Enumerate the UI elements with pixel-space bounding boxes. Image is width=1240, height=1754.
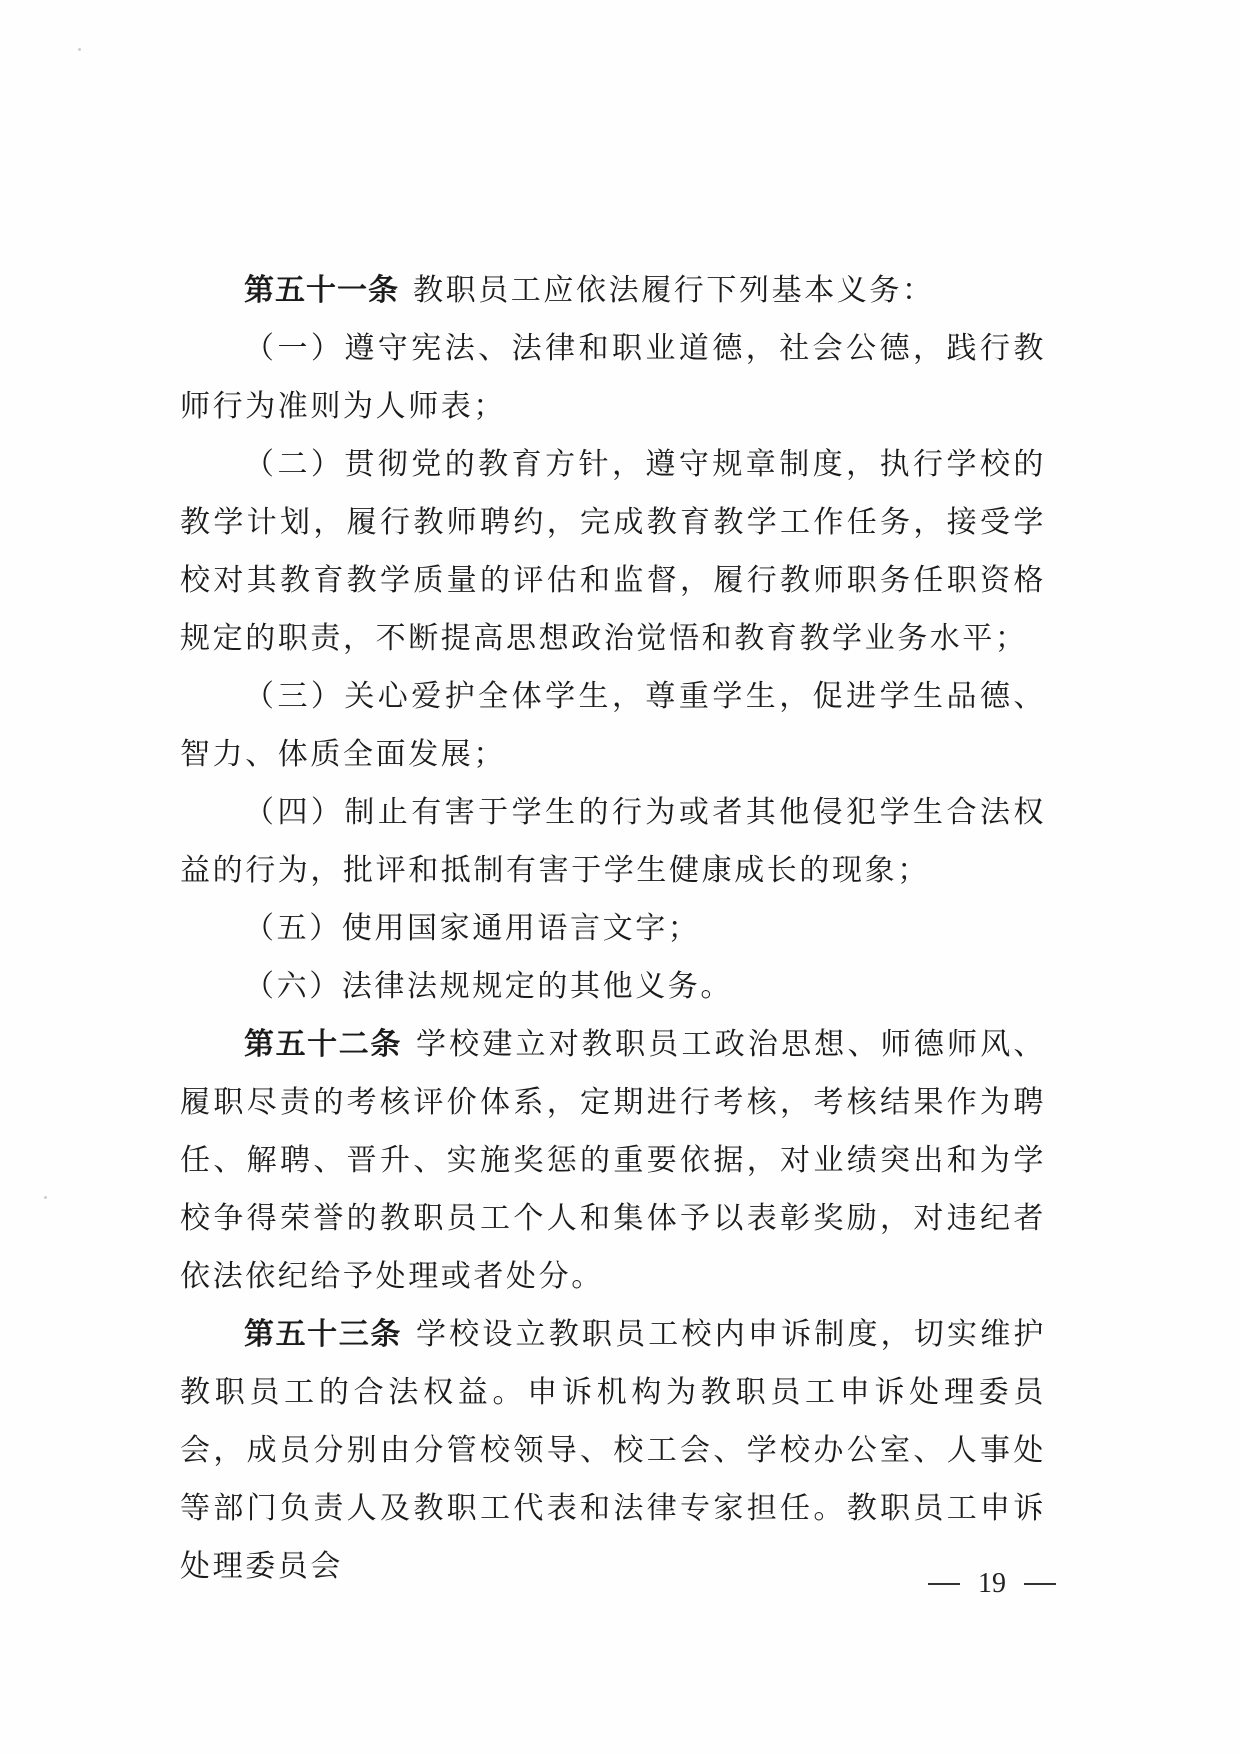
article-51-item-2: （二）贯彻党的教育方针，遵守规章制度，执行学校的教学计划，履行教师聘约，完成教育教学工作任务，接受学校对其教育教学质量的评估和监督，履行教师职务任职资格规定的职责，不断提高思想政治觉悟和教育教学业务水平； bbox=[180, 447, 1046, 656]
article-51-item-1: （一）遵守宪法、法律和职业道德，社会公德，践行教师行为准则为人师表； bbox=[180, 331, 1046, 424]
article-53-paragraph bbox=[180, 1306, 1046, 1596]
article-53-heading: 第五十三条 bbox=[244, 1317, 402, 1352]
article-51-paragraph bbox=[180, 262, 1046, 320]
article-52-heading: 第五十二条 bbox=[244, 1027, 402, 1062]
article-53-text: 学校设立教职员工校内申诉制度，切实维护教职员工的合法权益。申诉机构为教职员工申诉处理委员会，成员分别由分管校领导、校工会、学校办公室、人事处等部门负责人及教职工代表和法律专家担任。教职员工申诉处理委员会 bbox=[180, 1317, 1047, 1584]
page-number-footer bbox=[928, 1566, 1056, 1602]
page-number: 19 bbox=[978, 1568, 1006, 1599]
article-51-text: 教职员工应依法履行下列基本义务： bbox=[413, 273, 935, 308]
article-51-heading: 第五十一条 bbox=[244, 273, 399, 308]
article-52-paragraph bbox=[180, 1016, 1046, 1306]
article-51-item-6: （六）法律法规规定的其他义务。 bbox=[244, 969, 733, 1004]
article-51-item-5: （五）使用国家通用语言文字； bbox=[244, 911, 701, 946]
left-dash bbox=[928, 1583, 960, 1585]
scan-speck bbox=[78, 48, 81, 51]
article-51-item-4: （四）制止有害于学生的行为或者其他侵犯学生合法权益的行为，批评和抵制有害于学生健康成长的现象； bbox=[180, 795, 1046, 888]
scan-speck bbox=[44, 1196, 47, 1199]
right-dash bbox=[1024, 1583, 1056, 1585]
article-51-item-3: （三）关心爱护全体学生，尊重学生，促进学生品德、智力、体质全面发展； bbox=[180, 679, 1046, 772]
article-52-text: 学校建立对教职员工政治思想、师德师风、履职尽责的考核评价体系，定期进行考核，考核结果作为聘任、解聘、晋升、实施奖惩的重要依据，对业绩突出和为学校争得荣誉的教职员工个人和集体予以表彰奖励，对违纪者依法依纪给予处理或者处分。 bbox=[180, 1027, 1047, 1294]
document-body bbox=[180, 262, 1046, 1596]
